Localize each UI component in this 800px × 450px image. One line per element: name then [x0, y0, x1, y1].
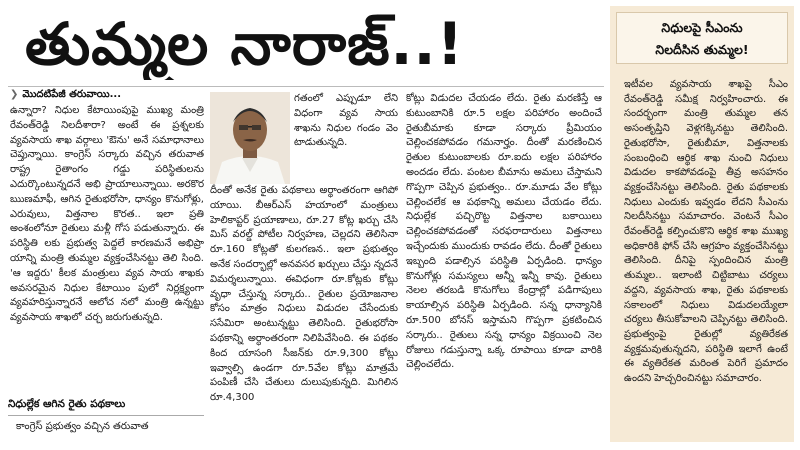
headline-rule: [8, 86, 604, 87]
sidebar-title: [616, 12, 788, 64]
article-column-1: ఉన్నారా? నిధుల కేటాయింపుపై ముఖ్య మంత్రి రేవంత్‌రెడ్డి నిలదీశారా? అంటే ఈ ప్రశ్నలకు వ్యవసాయ శాఖ వర్గాలు 'ఔను' అనే సమాధానాలు చెప్తున్నాయి. కాంగ్రెస్ సర్కారు వచ్చిన తరువాత రాష్ట్ర రైతాంగం గడ్డు పరిస్థితులను ఎదుర్కొంటున్నదనే అభి ప్రాయాలున్నాయి. అరకొర ఋణమాఫీ, ఆగిన రైతుభరోసా, ధాన్యం కొనుగోళ్లు, ఎరువులు, విత్తనాల కొరత.. ఇలా ప్రతి అంశంలోనూ రైతులు మళ్లీ గోస పడుతున్నారు. ఈ పరిస్థితి లకు ప్రభుత్వ పెద్దలే కారణమనే అభిప్రా యాన్ని మంత్రి తుమ్మల వ్యక్తంచేసినట్టు తెలి సింది. 'ఆ ఇద్దరు' కీలక మంత్రులు వ్యవ సాయ శాఖకు అవసరమైన నిధుల కేటాయిం పులో నిర్లక్ష్యంగా వ్యవహరిస్తున్నారనే ఆలోచ నలో మంత్రి ఉన్నట్టు వ్యవసాయ శాఖలో చర్చ జరుగుతున్నది.: [10, 105, 204, 324]
article-column-2-top: గతంలో ఎప్పుడూ లేని విధంగా వ్యవ సాయ శాఖను నిధుల గండం వెం టాడుతున్నది.: [294, 93, 398, 149]
section-heading: నిధుల్లేక ఆగిన రైతు పథకాలు: [8, 398, 204, 416]
headline: తుమ్మల నారాజ్..!: [25, 10, 465, 78]
arrow-icon: ❯: [10, 89, 19, 100]
sidebar-title-line1: నిధులపై సీఎంను: [661, 20, 743, 35]
sidebar-text: ఇటీవల వ్యవసాయ శాఖపై సీఎం రేవంత్‌రెడ్డి సమీక్ష నిర్వహించారు. ఈ సందర్భంగా మంత్రి తుమ్మల తన అసంతృప్తిని వెళ్లగక్కినట్టు తెలిసింది. రైతుభరోసా, రైతుబీమా, విత్తనాలకు సంబంధించి ఆర్థిక శాఖ నుంచి నిధులు విడుదల కాకపోవడంపై తీవ్ర అసహనం వ్యక్తంచేసినట్టు తెలిసింది. రైతు పథకాలకు నిధులు ఎందుకు ఇవ్వడం లేదని సీఎంను నిలదీసినట్టు సమాచారం. వెంటనే సీఎం రేవంత్‌రెడ్డి కల్పించుకొని ఆర్థిక శాఖ ముఖ్య అధికారికి ఫోన్ చేసి ఆగ్రహం వ్యక్తంచేసినట్టు తెలిసింది. దీనిపై స్పందించిన మంత్రి తుమ్మల.. ఇలాంటి చిట్టిబాటు చర్యలు వద్దని, వ్యవసాయ శాఖ, రైతు పథకాలకు సకాలంలో నిధులు విడుదలయ్యేలా చర్యలు తీసుకోవాలని చెప్పినట్టు తెలిసింది. ప్రభుత్వంపై రైతుల్లో వ్యతిరేకత వ్యక్తమవుతున్నదని, పరిస్థితి ఇలాగే ఉంటే ఈ వ్యతిరేకత మరింత పెరిగే ప్రమాదం ఉందని హెచ్చరించినట్టు సమాచారం.: [624, 79, 788, 385]
continuation-subheading: [10, 88, 121, 102]
sidebar-title-line2: నిలదీసిన తుమ్మల!: [655, 42, 749, 57]
subheading-text: మొదటిపేజీ తరువాయి...: [22, 89, 122, 100]
portrait-image: [210, 92, 290, 184]
article-column-1-tail: కాంగ్రెస్ ప్రభుత్వం వచ్చిన తరువాత: [16, 421, 149, 432]
sidebar-box: [610, 6, 794, 442]
minister-photo: [210, 92, 290, 184]
article-column-2: దీంతో అనేక రైతు పథకాలు అర్థాంతరంగా ఆగిపో యాయి. బీఆర్ఎస్ హయాంలో మంత్రులు హెలికాప్టర్ ప్రయాణాలు, రూ.27 కోట్ల ఖర్చు చేసి మిస్ వరల్డ్ పోటీల నిర్వహణ, చెల్లదని తెలిసినా రూ.160 కోట్లతో కులగణన.. ఇలా ప్రభుత్వం అనేక సందర్భాల్లో అనవసర ఖర్చులు చేస్తు న్నదనే విమర్శలున్నాయి. ఈవిధంగా రూ.కోట్లకు కోట్లు వృధా చేస్తున్న సర్కారు.. రైతుల ప్రయోజనాల కోసం మాత్రం నిధులు విడుదల చేసేందుకు ససేమిరా అంటున్నట్టు తెలిసింది. రైతుభరోసా పథకాన్ని అర్ధాంతరంగా నిలిపివేసింది. ఈ పథకం కింద యాసంగి సీజన్‌కు రూ.9,300 కోట్లు ఇవ్వాల్సి ఉండగా రూ.5వేల కోట్లు మాత్రమే పంపిణీ చేసి చేతులు దులుపుకున్నది. మిగిలిన రూ.4,300: [210, 185, 398, 404]
article-column-3: కోట్లు విడుదల చేయడం లేదు. రైతు మరణిస్తే ఆ కుటుంబానికి రూ.5 లక్షల పరిహారం అందించే రైతుబీమాకు కూడా సర్కారు ప్రీమియం చెల్లించకపోవడం గమనార్హం. దీంతో మరణించిన రైతుల కుటుంబాలకు రూ.ఐదు లక్షల పరిహారం అందడం లేదు. పంటల బీమాను అమలు చేస్తామని గొప్పగా చెప్పిన ప్రభుత్వం.. రూ.మూడు వేల కోట్లు చెల్లించలేక ఆ పథకాన్ని అమలు చేయడం లేదు. నిధుల్లేక పచ్చిరొట్ట విత్తనాల బకాయిలు చెల్లించకపోవడంతో సరఫరాదారులు విత్తనాలు ఇచ్చేందుకు ముందుకు రావడం లేదు. దీంతో రైతులు ఇబ్బంది పడాల్సిన పరిస్థితి ఏర్పడింది. ధాన్యం కొనుగోళ్లు సమస్యలు అన్నీ ఇన్నీ కావు. రైతులు నెలల తరబడి కొనుగోలు కేంద్రాల్లో పడిగాపులు కాయాల్సిన పరిస్థితి ఏర్పడింది. సన్న ధాన్యానికి రూ.500 బోనస్ ఇస్తామని గొప్పగా ప్రకటించిన సర్కారు.. రైతులు సన్న ధాన్యం విక్రయించి నెల రోజులు గడుస్తున్నా ఒక్క రూపాయి కూడా వారికి చెల్లించలేదు.: [406, 93, 602, 371]
